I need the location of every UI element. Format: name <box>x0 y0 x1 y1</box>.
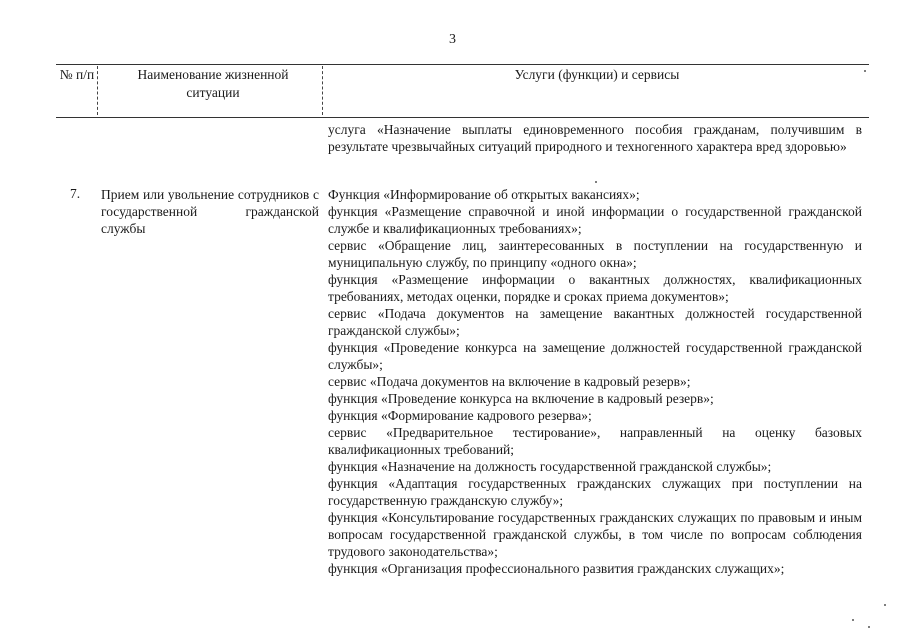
page-number: 3 <box>449 32 456 47</box>
column-divider-2 <box>322 66 323 115</box>
service-item: функция «Размещение информации о вакантных должностях, квалификационных требованиях, методах оценки, порядке и сроках приема документов»; <box>328 272 862 304</box>
header-situation-column <box>118 66 308 102</box>
header-services-column <box>330 66 864 84</box>
header-situation-label: Наименование жизненной ситуации <box>137 67 289 100</box>
header-services-label: Услуги (функции) и сервисы <box>514 67 680 82</box>
scan-speck <box>852 619 854 621</box>
service-item: функция «Назначение на должность государственной гражданской службы»; <box>328 459 772 474</box>
services-list <box>328 186 862 577</box>
row-number: 7. <box>70 186 81 201</box>
header-number-column <box>58 66 96 84</box>
service-item: функция «Проведение конкурса на замещение должностей государственной гражданской службы»; <box>328 340 862 372</box>
scan-speck <box>868 626 870 628</box>
service-item: сервис «Подача документов на включение в кадровый резерв»; <box>328 374 691 389</box>
service-item: сервис «Предварительное тестирование», направленный на оценку базовых квалификационных требований; <box>328 425 862 457</box>
scan-speck <box>864 70 866 72</box>
table-top-border <box>56 64 869 65</box>
service-item: сервис «Обращение лиц, заинтересованных в поступлении на государственную и муниципальную службу, по принципу «одного окна»; <box>328 238 862 270</box>
service-item: функция «Консультирование государственных гражданских служащих по правовым и иным вопросам государственной гражданской службы, в том числе по вопросам соблюдения трудового законодательства»; <box>328 510 862 559</box>
service-item: Функция «Информирование об открытых вакансиях»; <box>328 187 640 202</box>
life-situation-name: Прием или увольнение сотрудников с государственной гражданской службы <box>101 187 319 236</box>
service-item: функция «Организация профессионального развития гражданских служащих»; <box>328 561 785 576</box>
scan-speck <box>595 181 597 183</box>
scan-speck <box>884 604 886 606</box>
header-number-label: № п/п <box>59 67 95 82</box>
service-item: функция «Проведение конкурса на включение в кадровый резерв»; <box>328 391 714 406</box>
table-header-bottom-border <box>56 117 869 118</box>
column-divider-1 <box>97 66 98 115</box>
service-item: функция «Адаптация государственных гражданских служащих при поступлении на государственную гражданскую службу»; <box>328 476 862 508</box>
service-item: функция «Размещение справочной и иной информации о государственной гражданской службе и квалификационных требованиях»; <box>328 204 862 236</box>
service-item: сервис «Подача документов на замещение вакантных должностей государственной гражданской службы»; <box>328 306 862 338</box>
service-item: функция «Формирование кадрового резерва»; <box>328 408 592 423</box>
continued-service-text: услуга «Назначение выплаты единовременного пособия гражданам, получившим в результате чрезвычайных ситуаций природного и техногенного характера вред здоровью» <box>328 122 862 154</box>
